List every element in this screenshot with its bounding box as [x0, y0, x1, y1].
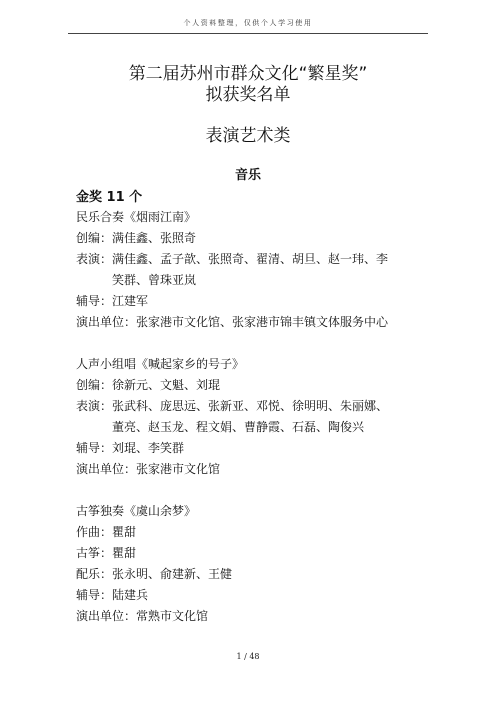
- award-heading: 金奖 11 个: [76, 190, 143, 205]
- entry-detail-line: 董亮、赵玉龙、程文娟、曹静霞、石磊、陶俊兴: [112, 420, 365, 434]
- award-entry-list: [76, 207, 436, 648]
- award-entry: [76, 354, 436, 480]
- header-rule: [68, 33, 428, 34]
- award-entry: [76, 501, 436, 627]
- entry-detail-line: 辅导：江建军: [76, 294, 149, 308]
- entry-detail-line: 辅导：刘琨、李笑群: [76, 441, 185, 455]
- header-note: 个人资料整理，仅供个人学习使用: [183, 19, 313, 27]
- entry-detail-line: 创编：满佳鑫、张照奇: [76, 231, 197, 245]
- document-subtitle: 拟获奖名单: [205, 85, 291, 105]
- award-entry: [76, 207, 436, 333]
- entry-detail-line: 表演：满佳鑫、孟子歆、张照奇、翟清、胡旦、赵一玮、李: [76, 252, 389, 266]
- entry-detail-line: 创编：徐新元、文魁、刘琨: [76, 378, 221, 392]
- entry-detail-line: 古筝：瞿甜: [76, 546, 137, 560]
- entry-title: 人声小组唱《喊起家乡的号子》: [76, 357, 245, 371]
- document-title: 第二届苏州市群众文化“繁星奖”: [128, 64, 368, 84]
- section-title: 表演艺术类: [205, 126, 291, 146]
- category-heading: 音乐: [234, 168, 261, 183]
- entry-detail-line: 表演：张武科、庞思远、张新亚、邓悦、徐明明、朱丽娜、: [76, 399, 389, 413]
- entry-detail-line: 演出单位：张家港市文化馆: [76, 462, 221, 476]
- entry-detail-line: 演出单位：张家港市文化馆、张家港市锦丰镇文体服务中心: [76, 315, 389, 329]
- entry-title: 民乐合奏《烟雨江南》: [76, 210, 197, 224]
- entry-detail-line: 笑群、曾珠亚岚: [112, 273, 197, 287]
- entry-detail-line: 配乐：张永明、俞建新、王健: [76, 567, 233, 581]
- entry-detail-line: 辅导：陆建兵: [76, 588, 149, 602]
- entry-title: 古筝独奏《虞山余梦》: [76, 504, 197, 518]
- entry-detail-line: 演出单位：常熟市文化馆: [76, 609, 209, 623]
- entry-detail-line: 作曲：瞿甜: [76, 525, 137, 539]
- page-number: 1 / 48: [236, 652, 260, 661]
